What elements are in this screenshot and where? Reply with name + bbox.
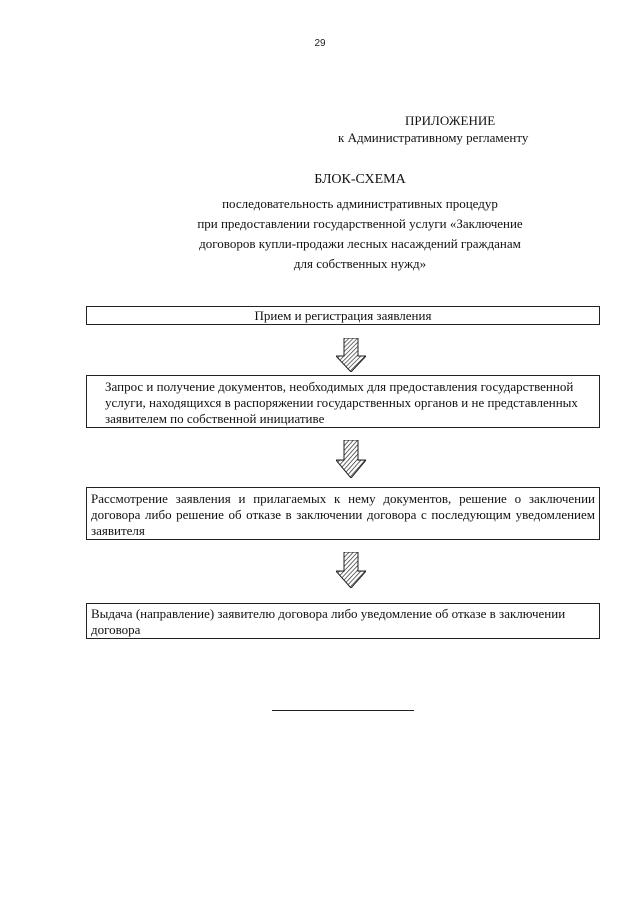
- title-line: при предоставлении государственной услуги «Заключение: [197, 216, 523, 231]
- flow-step-review: Рассмотрение заявления и прилагаемых к нему документов, решение о заключении договора либо решение об отказе в заключении договора с последующим уведомлением заявителя: [86, 487, 600, 540]
- appendix-reference: к Административному регламенту: [338, 130, 529, 145]
- flow-step-document-request: Запрос и получение документов, необходимых для предоставления государственной услуги, находящихся в распоряжении государственных органов и не представленных заявителем по собственной инициативе: [86, 375, 600, 428]
- appendix-label: ПРИЛОЖЕНИЕ: [405, 113, 496, 128]
- title-heading: БЛОК-СХЕМА: [314, 172, 406, 187]
- flow-step-issuance: Выдача (направление) заявителю договора либо уведомление об отказе в заключении договора: [86, 603, 600, 639]
- title-line: договоров купли-продажи лесных насаждений гражданам: [199, 236, 521, 251]
- title-line: последовательность административных процедур: [222, 196, 498, 211]
- document-title: [150, 170, 570, 274]
- down-arrow-icon: [336, 338, 366, 372]
- title-line: для собственных нужд»: [293, 256, 427, 271]
- down-arrow-icon: [336, 552, 366, 588]
- down-arrow-icon: [336, 440, 366, 478]
- appendix-header: [300, 112, 600, 146]
- page-number: 29: [314, 38, 326, 49]
- flow-step-reception: Прием и регистрация заявления: [86, 306, 600, 325]
- closing-divider: [272, 710, 414, 711]
